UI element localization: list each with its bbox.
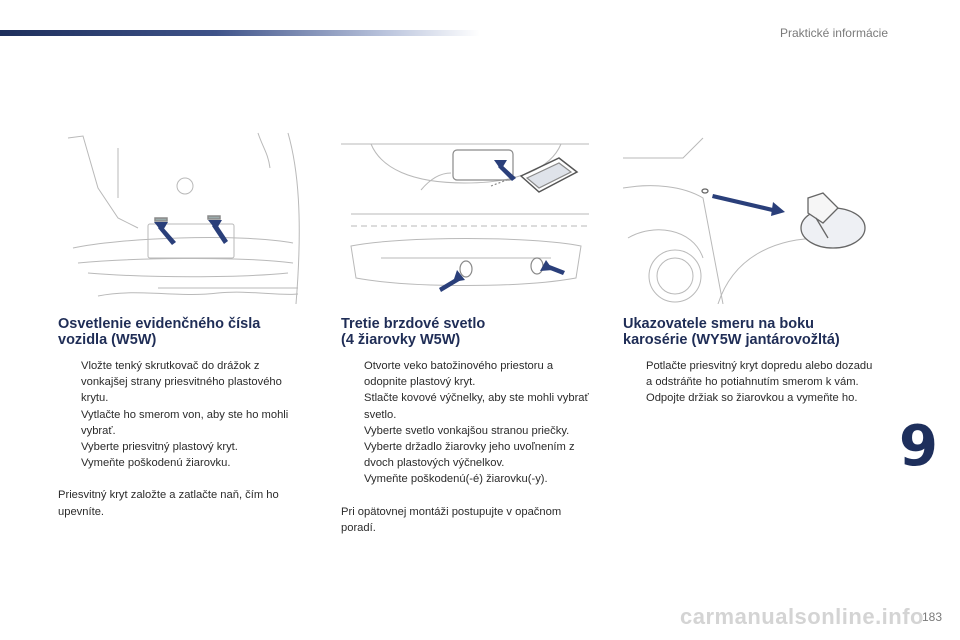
list-item: Potlačte priesvitný kryt dopredu alebo dozadu a odstráňte ho potiahnutím smerom k vám. xyxy=(646,360,873,389)
instruction-list xyxy=(623,358,873,407)
column-side-indicator xyxy=(623,128,873,407)
section-heading xyxy=(58,316,308,348)
heading-line-1: Ukazovatele smeru na boku xyxy=(623,316,814,332)
list-item: Vyberte držadlo žiarovky jeho uvoľnením z dvoch plastových výčnelkov. xyxy=(364,441,575,470)
instruction-list xyxy=(58,358,308,471)
watermark: carmanualsonline.info xyxy=(680,604,924,629)
list-item: Vymeňte poškodenú žiarovku. xyxy=(81,457,231,470)
license-plate-illustration xyxy=(58,128,306,304)
page-number: 183 xyxy=(921,610,942,624)
heading-line-1: Tretie brzdové svetlo xyxy=(341,316,486,332)
heading-line-2: vozidla (W5W) xyxy=(58,332,157,348)
list-item: Vymeňte poškodenú(-é) žiarovku(-y). xyxy=(364,473,548,486)
note-text: Priesvitný kryt založte a zatlačte naň, čím ho upevníte. xyxy=(58,489,279,518)
header-accent-bar xyxy=(0,30,480,36)
section-heading xyxy=(623,316,873,348)
column-third-brake-light xyxy=(341,128,591,536)
column-license-plate-light xyxy=(58,128,308,520)
list-item: Vyberte svetlo vonkajšou stranou priečky. xyxy=(364,424,570,437)
chapter-number: 9 xyxy=(899,414,938,479)
heading-line-2: (4 žiarovky W5W) xyxy=(341,332,461,348)
list-item: Odpojte držiak so žiarovkou a vymeňte ho. xyxy=(646,392,858,405)
list-item: Vyberte priesvitný plastový kryt. xyxy=(81,441,238,454)
list-item: Vložte tenký skrutkovač do drážok z vonkajšej strany priesvitného plastového krytu. xyxy=(81,360,282,405)
list-item: Stlačte kovové výčnelky, aby ste mohli vybrať svetlo. xyxy=(364,392,589,421)
side-indicator-illustration xyxy=(623,128,871,304)
heading-line-2: karosérie (WY5W jantárovožltá) xyxy=(623,332,840,348)
list-item: Otvorte veko batožinového priestoru a odopnite plastový kryt. xyxy=(364,360,554,389)
brake-light-illustration xyxy=(341,128,589,304)
section-heading xyxy=(341,316,591,348)
note-text: Pri opätovnej montáži postupujte v opačnom poradí. xyxy=(341,505,562,534)
heading-line-1: Osvetlenie evidenčného čísla xyxy=(58,316,261,332)
section-title: Praktické informácie xyxy=(779,26,888,40)
list-item: Vytlačte ho smerom von, aby ste ho mohli vybrať. xyxy=(81,408,289,437)
instruction-list xyxy=(341,358,591,488)
